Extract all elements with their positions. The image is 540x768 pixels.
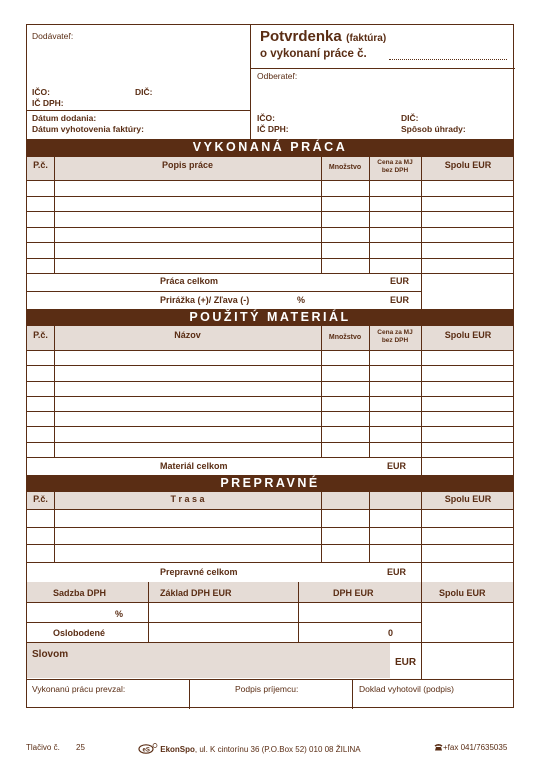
surcharge-currency: EUR (390, 295, 410, 305)
material-item-row[interactable] (27, 426, 513, 441)
title-sub: (faktúra) (346, 33, 387, 44)
customer-icdph-label: IČ DPH: (257, 124, 289, 134)
recipient-signature-label: Podpis príjemcu: (235, 684, 299, 694)
form-number-value: 25 (76, 743, 85, 752)
customer-ico-label: IČO: (257, 113, 275, 123)
publisher-phone (434, 743, 507, 753)
document-title (260, 28, 386, 46)
work-item-row[interactable] (27, 211, 513, 227)
amount-in-words-field[interactable] (27, 643, 390, 678)
supplier-ico-label: IČO: (32, 87, 50, 97)
form-number (26, 743, 85, 752)
surcharge-label: Prirážka (+)/ Zľava (-) (160, 295, 250, 305)
material-col-price-line2: bez DPH (381, 337, 409, 344)
svg-text:eS: eS (142, 747, 150, 754)
vat-exempt-zero: 0 (388, 628, 394, 638)
transport-column-header (27, 492, 513, 509)
material-items-grid (27, 350, 513, 457)
supplier-icdph-label: IČ DPH: (32, 98, 64, 108)
publisher-name: EkonSpo (160, 745, 195, 754)
title-main: Potvrdenka (260, 28, 342, 45)
surcharge-percent: % (297, 295, 306, 305)
work-item-row[interactable] (27, 196, 513, 212)
work-item-row[interactable] (27, 258, 513, 274)
transport-col-total: Spolu EUR (444, 494, 492, 504)
transport-col-route: T r a s a (170, 494, 205, 504)
transport-item-row[interactable] (27, 509, 513, 527)
transport-col-no: P.č. (33, 494, 48, 504)
work-item-row[interactable] (27, 180, 513, 196)
material-item-row[interactable] (27, 350, 513, 365)
transport-total-currency: EUR (387, 567, 407, 577)
form-number-label: Tlačivo č. (26, 743, 60, 752)
publisher-address: , ul. K cintorínu 36 (P.O.Box 52) 010 08 ŽILINA (194, 745, 361, 754)
invoice-form (26, 24, 514, 708)
material-column-header (27, 326, 513, 350)
material-item-row[interactable] (27, 442, 513, 457)
delivery-date-label: Dátum dodania: (32, 113, 97, 123)
publisher-info (138, 743, 361, 756)
issued-by-label: Doklad vyhotovil (podpis) (359, 684, 454, 694)
material-item-row[interactable] (27, 396, 513, 411)
invoice-date-label: Dátum vyhotovenia faktúry: (32, 124, 144, 134)
phone-number: +fax 041/7635035 (443, 743, 508, 752)
transport-item-row[interactable] (27, 544, 513, 562)
material-item-row[interactable] (27, 411, 513, 426)
work-item-row[interactable] (27, 242, 513, 258)
material-item-row[interactable] (27, 381, 513, 396)
transport-item-row[interactable] (27, 527, 513, 545)
material-col-price-line1: Cena za MJ (377, 329, 413, 336)
work-col-desc: Popis práce (161, 160, 214, 170)
material-total-currency: EUR (387, 461, 407, 471)
work-col-total: Spolu EUR (444, 160, 492, 170)
material-col-price (369, 329, 421, 345)
material-total-label: Materiál celkom (160, 461, 228, 471)
work-column-header (27, 156, 513, 180)
work-col-no: P.č. (33, 160, 48, 170)
vat-exempt-label: Oslobodené (53, 628, 106, 638)
work-item-row[interactable] (27, 227, 513, 243)
transport-total-label: Prepravné celkom (160, 567, 238, 577)
work-col-qty: Množstvo (328, 164, 362, 171)
amount-in-words-label: Slovom (32, 649, 69, 660)
vat-rate-percent: % (115, 609, 124, 619)
material-col-total: Spolu EUR (444, 330, 492, 340)
material-col-qty: Množstvo (328, 334, 362, 341)
work-items-grid (27, 180, 513, 273)
work-col-price (369, 159, 421, 175)
vat-col-vat: DPH EUR (333, 588, 374, 598)
work-total-currency: EUR (390, 276, 410, 286)
amount-in-words-currency: EUR (395, 657, 417, 668)
material-col-name: Názov (174, 330, 201, 340)
number-dotted-line (389, 59, 507, 60)
work-section-title: VYKONANÁ PRÁCA (27, 139, 513, 156)
document-subtitle: o vykonaní práce č. (260, 48, 367, 60)
vat-col-base: Základ DPH EUR (160, 588, 232, 598)
customer-dic-label: DIČ: (401, 113, 419, 123)
material-section-title: POUŽITÝ MATERIÁL (27, 309, 513, 326)
material-col-no: P.č. (33, 330, 48, 340)
transport-section-title: PREPRAVNÉ (27, 475, 513, 492)
material-item-row[interactable] (27, 365, 513, 380)
received-by-label: Vykonanú prácu prevzal: (32, 684, 126, 694)
transport-items-grid (27, 509, 513, 562)
work-col-price-line1: Cena za MJ (377, 159, 413, 166)
customer-label: Odberateľ: (257, 71, 298, 81)
work-total-label: Práca celkom (160, 276, 219, 286)
ekonspo-logo (138, 743, 158, 756)
supplier-dic-label: DIČ: (135, 87, 153, 97)
work-col-price-line2: bez DPH (381, 167, 409, 174)
payment-method-label: Spôsob úhrady: (401, 124, 466, 134)
supplier-label: Dodávateľ: (32, 31, 74, 41)
vat-col-rate: Sadzba DPH (53, 588, 107, 598)
vat-col-total: Spolu EUR (439, 588, 486, 598)
telephone-icon (434, 743, 443, 753)
